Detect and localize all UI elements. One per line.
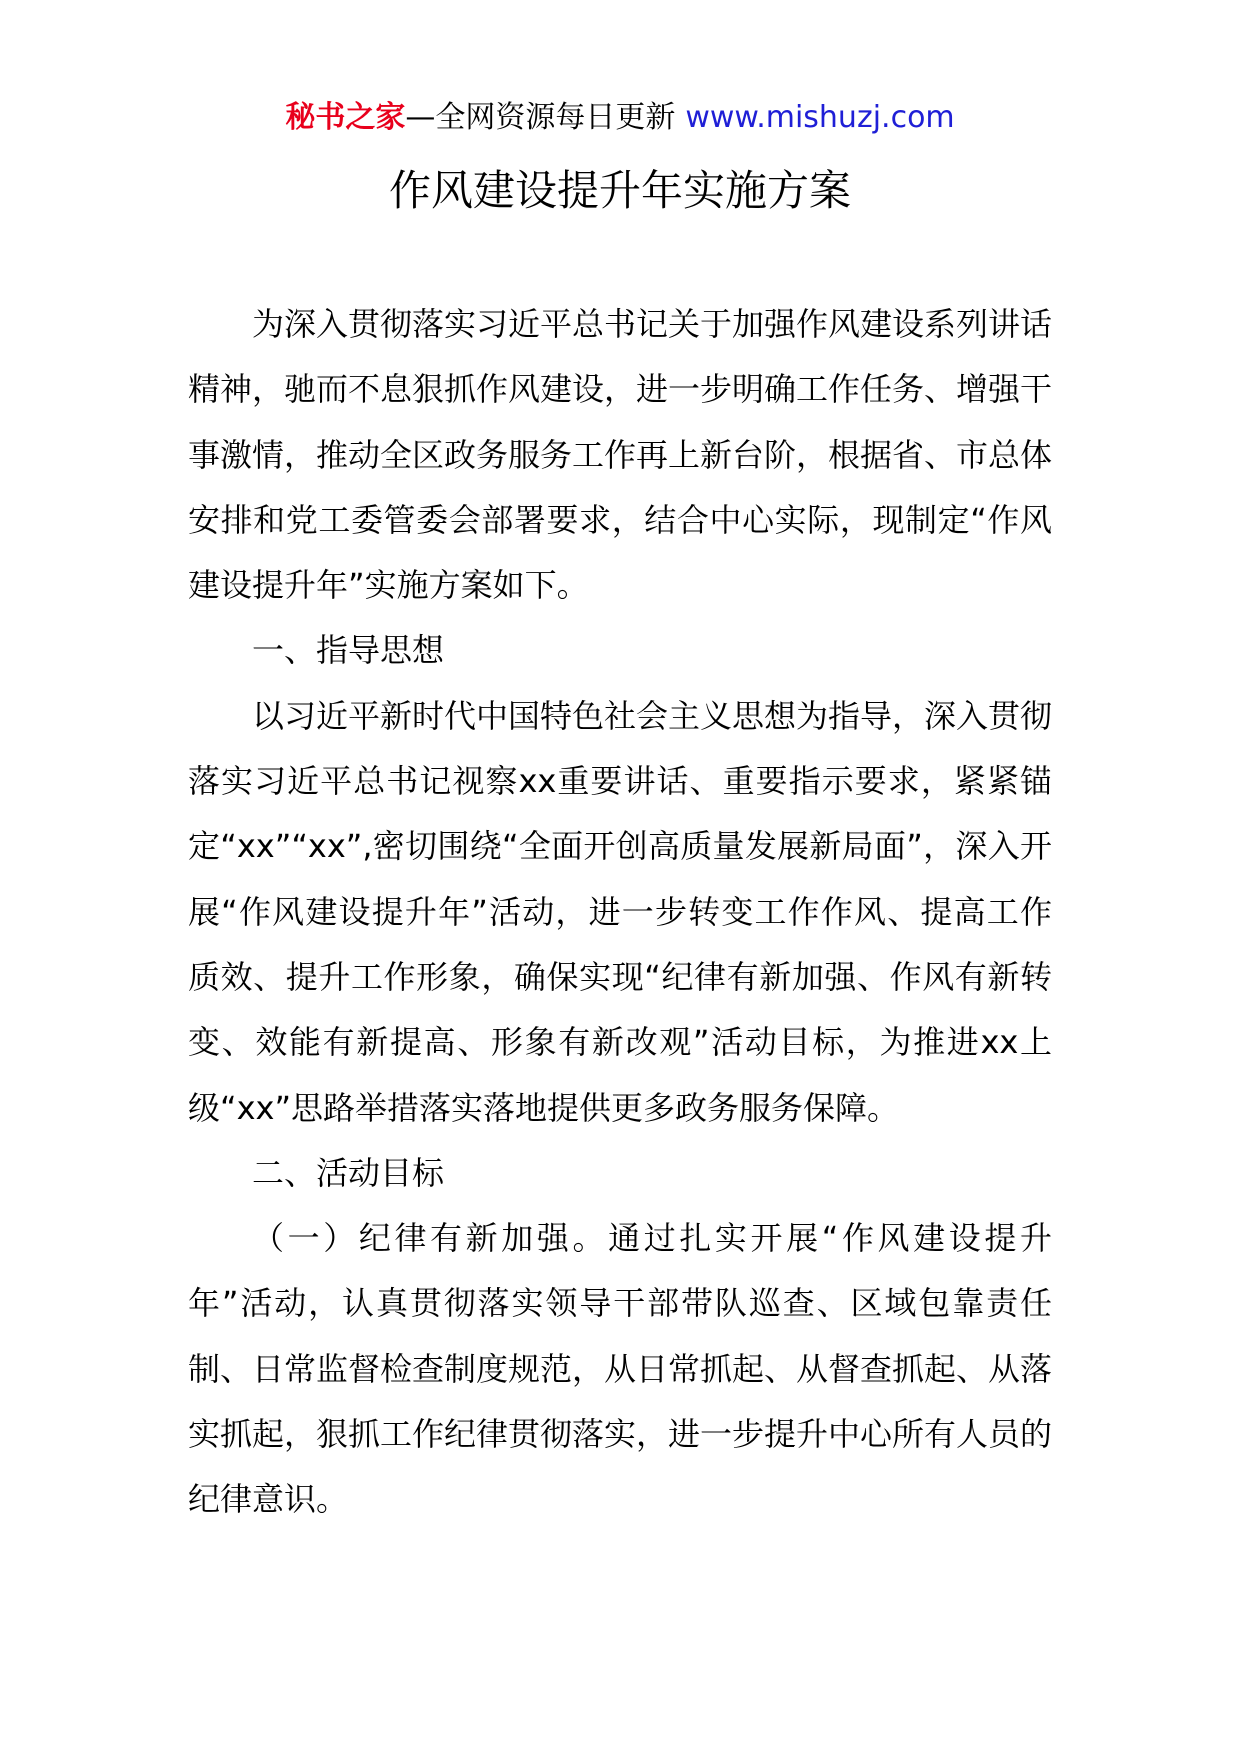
site-url-link[interactable]: www.mishuzj.com — [685, 100, 955, 135]
intro-paragraph: 为深入贯彻落实习近平总书记关于加强作风建设系列讲话精神，驰而不息狠抓作风建设，进一步明确工作任务、增强干事激情，推动全区政务服务工作再上新台阶，根据省、市总体安排和党工委管委会部署要求，结合中心实际，现制定“作风建设提升年”实施方案如下。 — [188, 305, 1053, 605]
site-brand: 秘书之家 — [285, 100, 406, 135]
guiding-ideology-paragraph: 以习近平新时代中国特色社会主义思想为指导，深入贯彻落实习近平总书记视察xx重要讲话、重要指示要求，紧紧锚定“xx”“xx”,密切围绕“全面开创高质量发展新局面”，深入开展“作风建设提升年”活动，进一步转变工作作风、提高工作质效、提升工作形象，确保实现“纪律有新加强、作风有新转变、效能有新提高、形象有新改观”活动目标，为推进xx上级“xx”思路举措落实落地提供更多政务服务保障。 — [188, 696, 1053, 1127]
section-heading-guiding-ideology: 一、指导思想 — [252, 631, 445, 670]
document-body — [188, 292, 1052, 1533]
section-heading-activity-goals: 二、活动目标 — [252, 1153, 445, 1192]
site-header — [0, 98, 1240, 138]
document-title: 作风建设提升年实施方案 — [388, 166, 851, 215]
goal-discipline-paragraph: （一）纪律有新加强。通过扎实开展“作风建设提升年”活动，认真贯彻落实领导干部带队巡查、区域包靠责任制、日常监督检查制度规范，从日常抓起、从督查抓起、从落实抓起，狠抓工作纪律贯彻落实，进一步提升中心所有人员的纪律意识。 — [188, 1219, 1053, 1519]
site-tagline: —全网资源每日更新 — [405, 100, 676, 135]
